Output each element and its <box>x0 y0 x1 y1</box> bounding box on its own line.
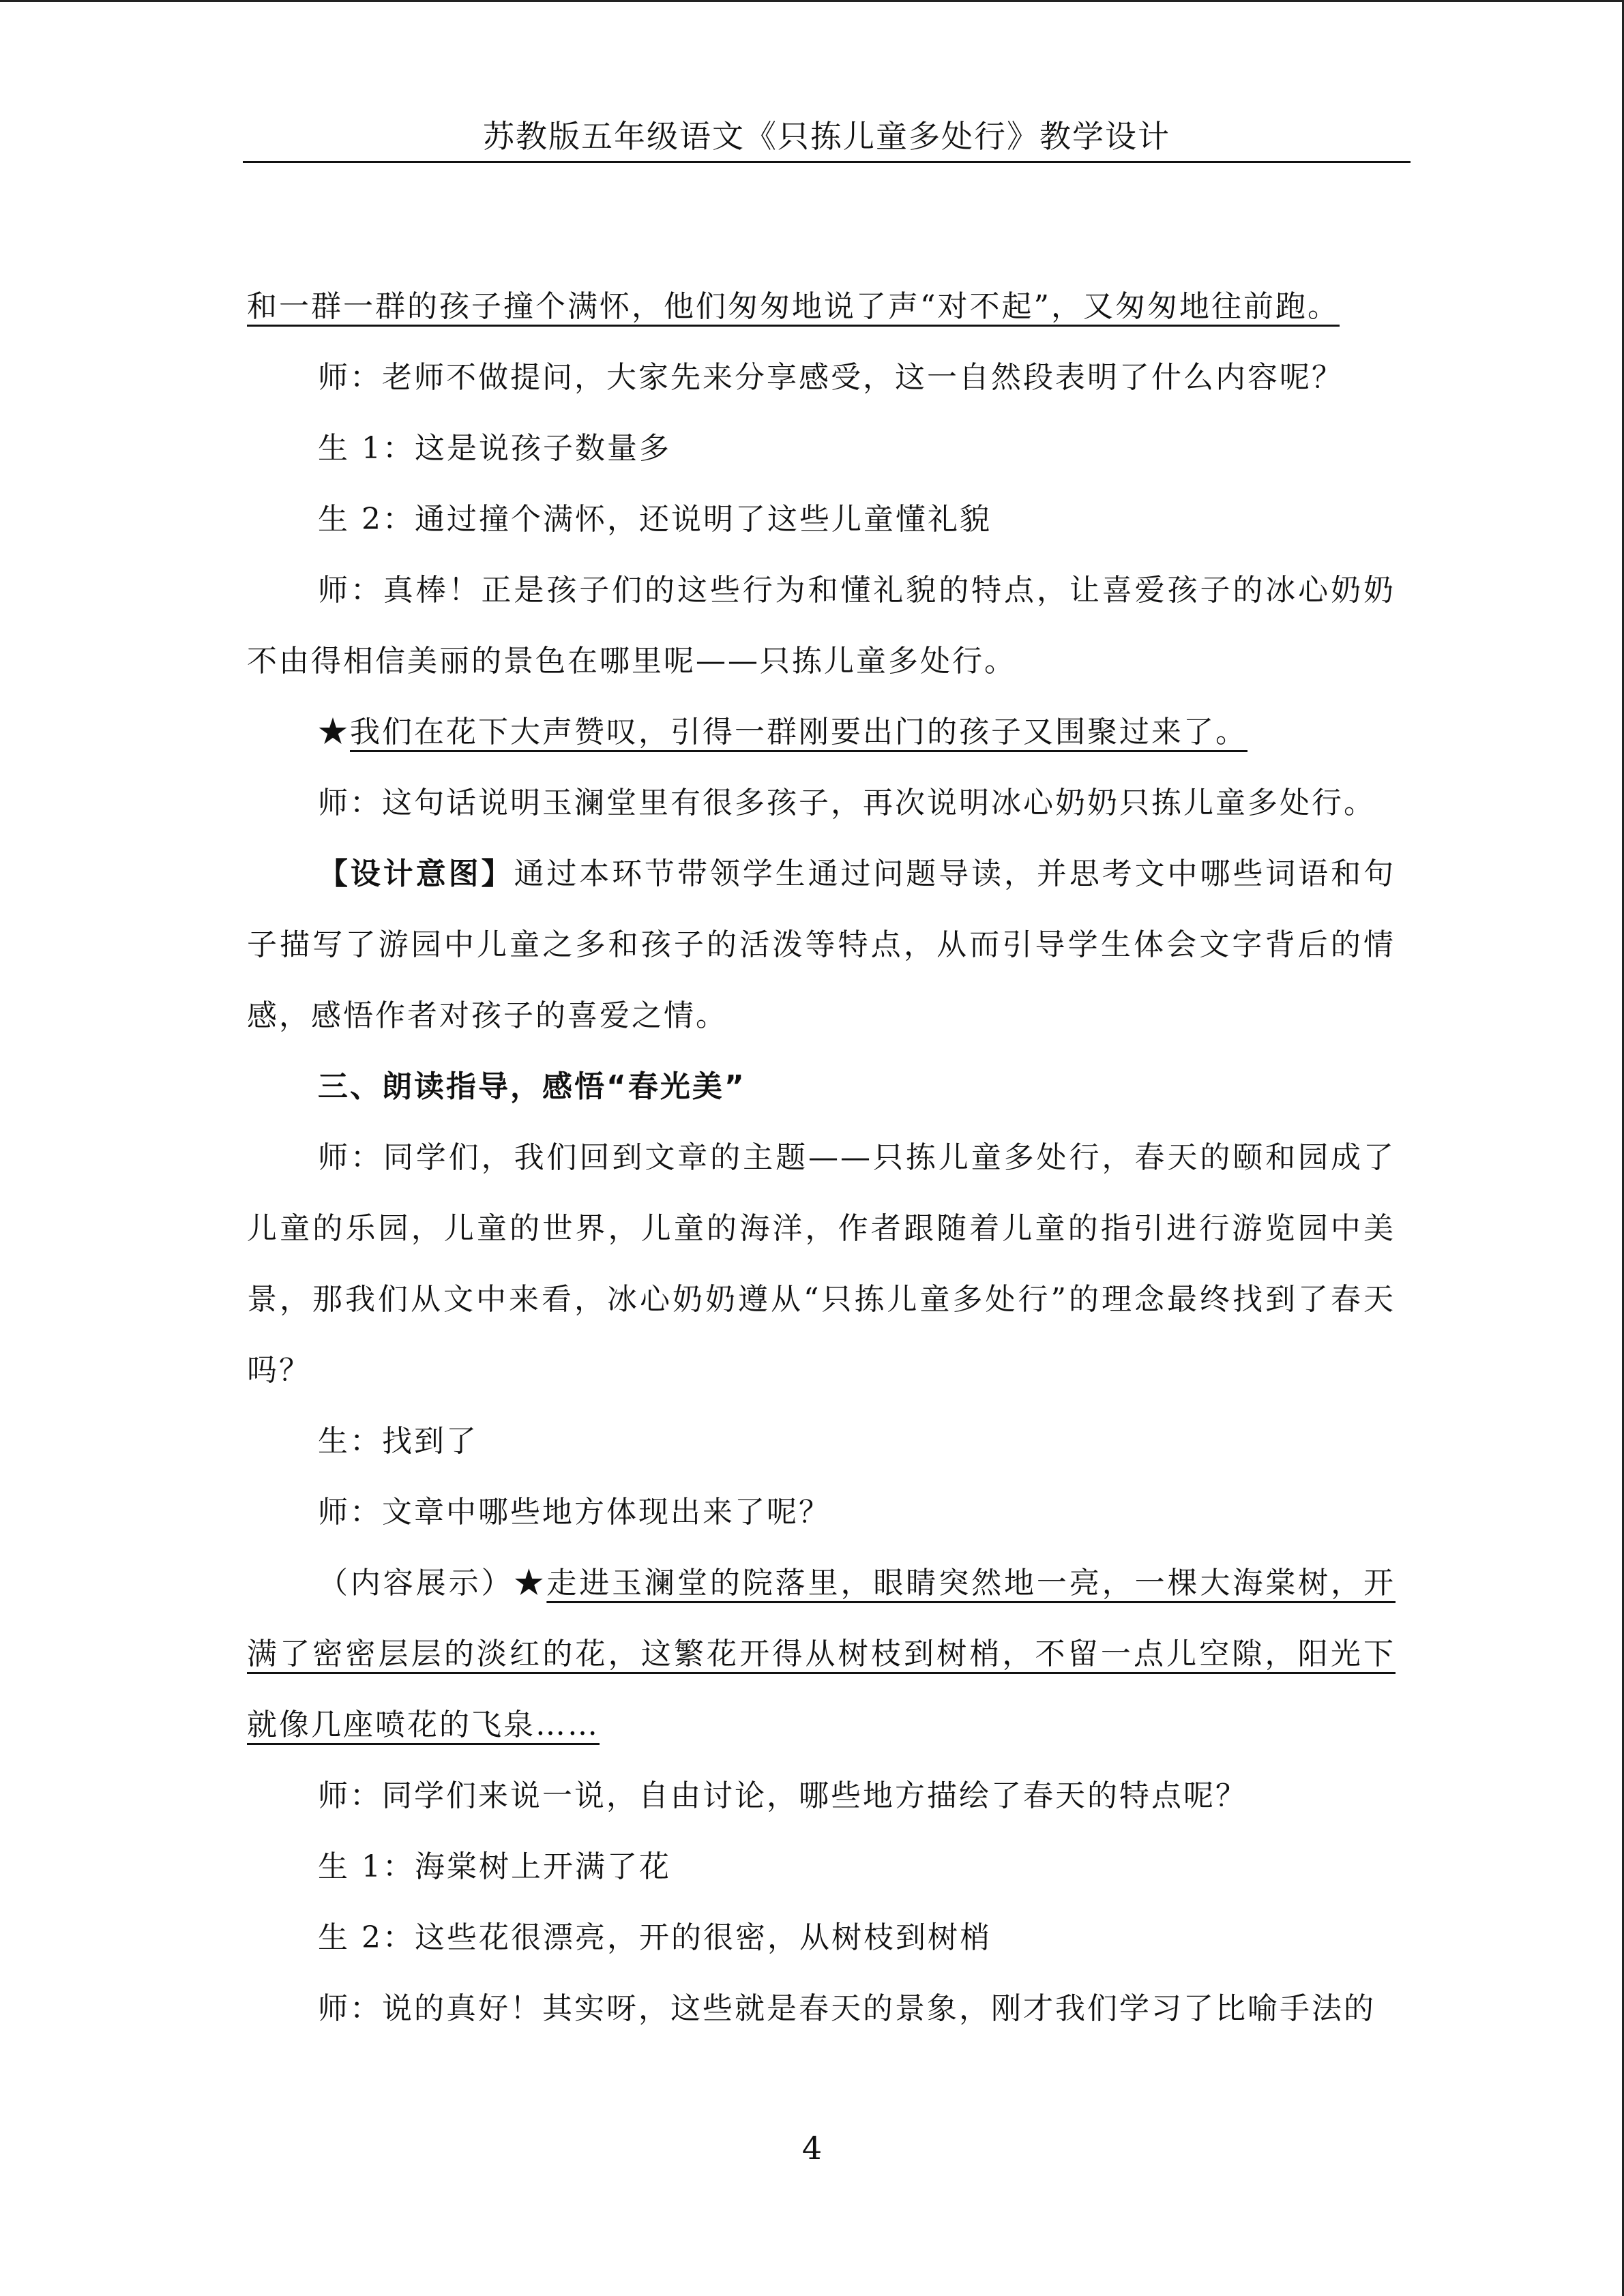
paragraph-star-quote <box>247 697 1396 768</box>
design-intent-label: 【设计意图】 <box>318 856 514 891</box>
paragraph-teacher-summary: 师：说的真好！其实呀，这些就是春天的景象，刚才我们学习了比喻手法的 <box>318 1991 1376 2026</box>
page-border-top <box>0 0 1624 2</box>
star-icon: ★ <box>318 715 350 749</box>
paragraph-content-display <box>247 1548 1396 1761</box>
paragraph-student-answer: 生：找到了 <box>318 1424 478 1459</box>
document-body <box>247 271 1396 2044</box>
paragraph-student-1: 生 1：这是说孩子数量多 <box>318 431 671 466</box>
page-number: 4 <box>801 2130 823 2166</box>
paragraph-teacher-question: 师：老师不做提问，大家先来分享感受，这一自然段表明了什么内容呢？ <box>318 360 1344 395</box>
content-display-prefix: （内容展示）★ <box>318 1566 547 1600</box>
paragraph-student-2: 生 2：通过撞个满怀，还说明了这些儿童懂礼貌 <box>318 502 992 537</box>
paragraph-teacher-discussion: 师：同学们来说一说，自由讨论，哪些地方描绘了春天的特点呢？ <box>318 1778 1247 1813</box>
quoted-text-underlined: 走进玉澜堂的院落里，眼睛突然地一亮，一棵大海棠树，开满了密密层层的淡红的花，这繁花开得从树枝到树梢，不留一点儿空隙，阳光下就像几座喷花的飞泉…… <box>247 1566 1396 1742</box>
paragraph-teacher-followup: 师：文章中哪些地方体现出来了呢？ <box>318 1495 831 1530</box>
paragraph-student-2b: 生 2：这些花很漂亮，开的很密，从树枝到树梢 <box>318 1920 992 1955</box>
paragraph-quote-continuation <box>247 271 1396 342</box>
header-rule <box>243 161 1411 163</box>
paragraph-teacher-intro: 师：同学们，我们回到文章的主题——只拣儿童多处行，春天的颐和园成了儿童的乐园，儿童的世界，儿童的海洋，作者跟随着儿童的指引进行游览园中美景，那我们从文中来看，冰心奶奶遵从“只拣儿童多处行”的理念最终找到了春天吗？ <box>247 1140 1396 1388</box>
quoted-text-underlined: 和一群一群的孩子撞个满怀，他们匆匆地说了声“对不起”，又匆匆地往前跑。 <box>247 289 1340 324</box>
page-header-title: 苏教版五年级语文《只拣儿童多处行》教学设计 <box>483 118 1170 155</box>
paragraph-teacher-praise: 师：真棒！正是孩子们的这些行为和懂礼貌的特点，让喜爱孩子的冰心奶奶不由得相信美丽的景色在哪里呢——只拣儿童多处行。 <box>247 573 1396 679</box>
quoted-text-underlined: 我们在花下大声赞叹，引得一群刚要出门的孩子又围聚过来了。 <box>350 715 1247 749</box>
paragraph-student-1b: 生 1：海棠树上开满了花 <box>318 1849 671 1884</box>
section-heading: 三、朗读指导，感悟“春光美” <box>318 1069 746 1104</box>
paragraph-teacher-explain: 师：这句话说明玉澜堂里有很多孩子，再次说明冰心奶奶只拣儿童多处行。 <box>318 786 1376 820</box>
design-intent-text: 通过本环节带领学生通过问题导读，并思考文中哪些词语和句子描写了游园中儿童之多和孩子的活泼等特点，从而引导学生体会文字背后的情感，感悟作者对孩子的喜爱之情。 <box>247 856 1396 1033</box>
paragraph-design-intent <box>247 839 1396 1052</box>
